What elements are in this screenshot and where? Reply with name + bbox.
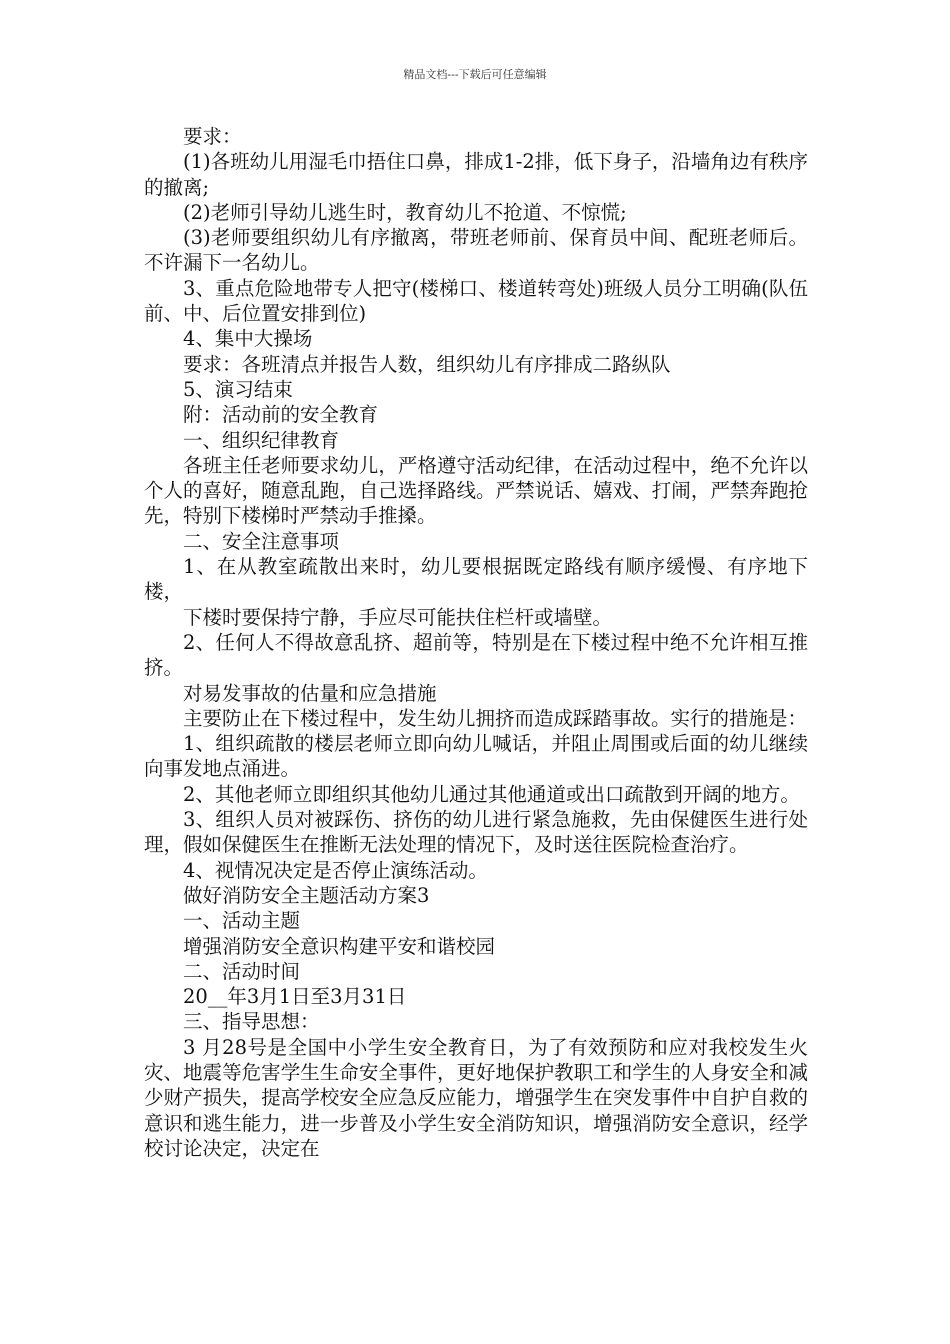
paragraph: 各班主任老师要求幼儿，严格遵守活动纪律，在活动过程中，绝不允许以个人的喜好，随意乱跑，自己选择路线。严禁说话、嬉戏、打闹，严禁奔跑抢先，特别下楼梯时严禁动手推搡。 bbox=[144, 453, 808, 528]
paragraph: 2、任何人不得故意乱挤、超前等，特别是在下楼过程中绝不允许相互推挤。 bbox=[144, 630, 808, 680]
section-heading: 二、安全注意事项 bbox=[183, 529, 340, 553]
paragraph: 附：活动前的安全教育 bbox=[183, 403, 379, 427]
paragraph: (3)老师要组织幼儿有序撤离，带班老师前、保育员中间、配班老师后。不许漏下一名幼儿。 bbox=[144, 226, 808, 275]
paragraph: 20__年3月1日至3月31日 bbox=[183, 985, 407, 1009]
section-heading: 对易发事故的估量和应急措施 bbox=[183, 681, 437, 705]
paragraph: 1、组织疏散的楼层老师立即向幼儿喊话，并阻止周围或后面的幼儿继续向事发地点涌进。 bbox=[144, 732, 808, 781]
paragraph: 主要防止在下楼过程中，发生幼儿拥挤而造成踩踏事故。实行的措施是： bbox=[183, 706, 808, 730]
paragraph: 1、在从教室疏散出来时，幼儿要根据既定路线有顺序缓慢、有序地下楼， bbox=[144, 555, 808, 604]
paragraph: 2、其他老师立即组织其他幼儿通过其他通道或出口疏散到开阔的地方。 bbox=[183, 782, 800, 806]
paragraph: 4、视情况决定是否停止演练活动。 bbox=[183, 858, 488, 882]
paragraph: 3 月28号是全国中小学生安全教育日，为了有效预防和应对我校发生火灾、地震等危害学生生命安全事件，更好地保护教职工和学生的人身安全和减少财产损失，提高学校安全应急反应能力，增强学生在突发事件中自护自救的意识和逃生能力，进一步普及小学生安全消防知识，增强消防安全意识，经学校讨论决定，决定在 bbox=[144, 1035, 808, 1160]
paragraph: 要求：各班清点并报告人数，组织幼儿有序排成二路纵队 bbox=[183, 352, 671, 376]
paragraph: 增强消防安全意识构建平安和谐校园 bbox=[183, 934, 496, 958]
section-heading: 一、活动主题 bbox=[183, 909, 301, 933]
paragraph: (1)各班幼儿用湿毛巾捂住口鼻，排成1-2排，低下身子，沿墙角边有秩序的撤离; bbox=[144, 150, 808, 199]
section-heading: 一、组织纪律教育 bbox=[183, 428, 340, 452]
document-title: 做好消防安全主题活动方案3 bbox=[183, 883, 430, 907]
section-heading: 三、指导思想： bbox=[183, 1010, 320, 1034]
section-heading: 二、活动时间 bbox=[183, 959, 301, 983]
paragraph: 4、集中大操场 bbox=[183, 327, 313, 351]
document-body bbox=[144, 124, 808, 1161]
paragraph: 3、组织人员对被踩伤、挤伤的幼儿进行紧急施救，先由保健医生进行处理，假如保健医生在推断无法处理的情况下，及时送往医院检查治疗。 bbox=[144, 808, 808, 857]
paragraph: 3、重点危险地带专人把守(楼梯口、楼道转弯处)班级人员分工明确(队伍前、中、后位置安排到位) bbox=[144, 276, 808, 326]
paragraph: (2)老师引导幼儿逃生时，教育幼儿不抢道、不惊慌; bbox=[183, 200, 627, 224]
page-header: 精品文档---下载后可任意编辑 bbox=[403, 68, 547, 81]
paragraph: 5、演习结束 bbox=[183, 377, 293, 401]
paragraph: 要求： bbox=[183, 125, 242, 148]
paragraph: 下楼时要保持宁静，手应尽可能扶住栏杆或墙壁。 bbox=[183, 605, 613, 629]
